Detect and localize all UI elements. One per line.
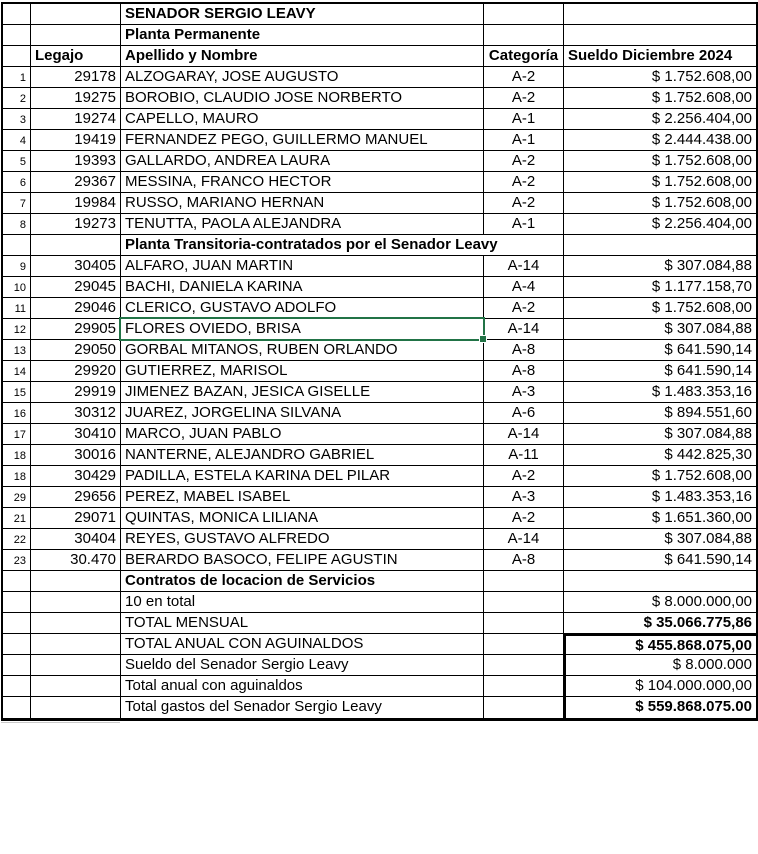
sueldo-cell[interactable]: $ 1.752.608,00 [564, 88, 756, 109]
legajo-cell[interactable] [31, 655, 121, 676]
name-cell[interactable]: BERARDO BASOCO, FELIPE AGUSTIN [121, 550, 484, 571]
table-row [3, 655, 756, 676]
legajo-cell[interactable]: 29919 [31, 382, 121, 403]
table-row [3, 508, 756, 529]
name-cell[interactable]: ALZOGARAY, JOSE AUGUSTO [121, 67, 484, 88]
categoria-cell[interactable]: A-1 [484, 109, 564, 130]
table-row [3, 571, 756, 592]
row-number-cell[interactable]: 15 [3, 382, 31, 403]
legajo-cell[interactable]: 29367 [31, 172, 121, 193]
row-number-cell[interactable]: 13 [3, 340, 31, 361]
row-number-cell[interactable] [3, 634, 31, 655]
row-number-cell[interactable] [3, 4, 31, 25]
summary-label-cell[interactable]: TOTAL ANUAL CON AGUINALDOS [121, 634, 484, 655]
summary-label-cell[interactable]: Total gastos del Senador Sergio Leavy [121, 697, 484, 718]
sueldo-cell[interactable]: $ 1.651.360,00 [564, 508, 756, 529]
table-row [3, 550, 756, 571]
table-row [3, 634, 756, 655]
legajo-cell[interactable]: 30405 [31, 256, 121, 277]
sueldo-cell[interactable]: $ 1.752.608,00 [564, 466, 756, 487]
name-cell[interactable]: FERNANDEZ PEGO, GUILLERMO MANUEL [121, 130, 484, 151]
legajo-cell[interactable]: 19275 [31, 88, 121, 109]
row-number-cell[interactable] [3, 697, 31, 718]
table-row [3, 298, 756, 319]
name-cell[interactable]: JUAREZ, JORGELINA SILVANA [121, 403, 484, 424]
categoria-cell[interactable] [484, 697, 564, 718]
table-row [3, 88, 756, 109]
row-number-cell[interactable]: 2 [3, 88, 31, 109]
categoria-cell[interactable] [484, 592, 564, 613]
legajo-cell[interactable]: 29071 [31, 508, 121, 529]
row-number-cell[interactable]: 4 [3, 130, 31, 151]
row-number-cell[interactable]: 22 [3, 529, 31, 550]
row-number-cell[interactable]: 16 [3, 403, 31, 424]
legajo-cell[interactable] [31, 4, 121, 25]
table-row [3, 235, 756, 256]
summary-amount-cell[interactable]: $ 104.000.000,00 [564, 676, 756, 697]
spreadsheet-table [1, 2, 758, 721]
row-number-cell[interactable]: 23 [3, 550, 31, 571]
row-number-cell[interactable] [3, 676, 31, 697]
table-row [3, 487, 756, 508]
row-number-cell[interactable]: 17 [3, 424, 31, 445]
row-number-cell[interactable]: 18 [3, 445, 31, 466]
legajo-cell[interactable]: 19273 [31, 214, 121, 235]
name-cell[interactable]: REYES, GUSTAVO ALFREDO [121, 529, 484, 550]
table-row [3, 4, 756, 25]
categoria-cell[interactable]: A-2 [484, 466, 564, 487]
legajo-header-cell[interactable]: Legajo [31, 46, 121, 67]
categoria-header-cell[interactable]: Categoría [484, 46, 564, 67]
legajo-cell[interactable]: 29045 [31, 277, 121, 298]
table-row [3, 151, 756, 172]
categoria-cell[interactable]: A-2 [484, 88, 564, 109]
name-cell[interactable]: QUINTAS, MONICA LILIANA [121, 508, 484, 529]
table-row [3, 277, 756, 298]
legajo-cell[interactable]: 19274 [31, 109, 121, 130]
table-row [3, 25, 756, 46]
table-row [3, 130, 756, 151]
sueldo-cell[interactable] [564, 25, 756, 46]
section-label-cell[interactable]: Contratos de locacion de Servicios [121, 571, 484, 592]
row-number-cell[interactable]: 29 [3, 487, 31, 508]
categoria-cell[interactable]: A-2 [484, 508, 564, 529]
name-cell[interactable]: BACHI, DANIELA KARINA [121, 277, 484, 298]
name-cell[interactable]: ALFARO, JUAN MARTIN [121, 256, 484, 277]
legajo-cell[interactable]: 29046 [31, 298, 121, 319]
legajo-cell[interactable] [31, 676, 121, 697]
sueldo-cell[interactable]: $ 1.483.353,16 [564, 382, 756, 403]
summary-amount-cell[interactable]: $ 455.868.075,00 [564, 634, 756, 655]
name-cell[interactable]: MESSINA, FRANCO HECTOR [121, 172, 484, 193]
legajo-cell[interactable]: 30410 [31, 424, 121, 445]
legajo-cell[interactable]: 29050 [31, 340, 121, 361]
name-cell[interactable]: GORBAL MITANOS, RUBEN ORLANDO [121, 340, 484, 361]
table-row [3, 445, 756, 466]
legajo-cell[interactable] [31, 592, 121, 613]
name-cell[interactable]: GUTIERREZ, MARISOL [121, 361, 484, 382]
sueldo-cell[interactable]: $ 1.752.608,00 [564, 172, 756, 193]
row-number-cell[interactable]: 5 [3, 151, 31, 172]
faint-gridline [1, 722, 120, 723]
categoria-cell[interactable]: A-14 [484, 424, 564, 445]
categoria-cell[interactable]: A-4 [484, 277, 564, 298]
categoria-cell[interactable]: A-6 [484, 403, 564, 424]
legajo-cell[interactable] [31, 613, 121, 634]
legajo-cell[interactable] [31, 235, 121, 256]
categoria-cell[interactable]: A-8 [484, 361, 564, 382]
row-number-cell[interactable] [3, 235, 31, 256]
summary-label-cell[interactable]: TOTAL MENSUAL [121, 613, 484, 634]
row-number-cell[interactable]: 11 [3, 298, 31, 319]
legajo-cell[interactable]: 29178 [31, 67, 121, 88]
sueldo-cell[interactable]: $ 307.084,88 [564, 256, 756, 277]
table-row [3, 46, 756, 67]
row-number-cell[interactable] [3, 613, 31, 634]
categoria-cell[interactable]: A-3 [484, 487, 564, 508]
table-row [3, 319, 756, 340]
categoria-cell[interactable]: A-3 [484, 382, 564, 403]
sueldo-cell[interactable]: $ 894.551,60 [564, 403, 756, 424]
legajo-cell[interactable]: 19393 [31, 151, 121, 172]
summary-amount-cell[interactable]: $ 8.000.000,00 [564, 592, 756, 613]
row-number-cell[interactable]: 3 [3, 109, 31, 130]
sheet-title-cell[interactable]: SENADOR SERGIO LEAVY [121, 4, 484, 25]
table-row [3, 172, 756, 193]
summary-label-cell[interactable]: 10 en total [121, 592, 484, 613]
fill-handle[interactable] [479, 335, 487, 343]
categoria-cell[interactable]: A-1 [484, 214, 564, 235]
row-number-cell[interactable]: 10 [3, 277, 31, 298]
legajo-cell[interactable]: 30429 [31, 466, 121, 487]
name-header-cell[interactable]: Apellido y Nombre [121, 46, 484, 67]
table-row [3, 529, 756, 550]
legajo-cell[interactable]: 30312 [31, 403, 121, 424]
sueldo-cell[interactable]: $ 307.084,88 [564, 319, 756, 340]
categoria-cell[interactable] [484, 634, 564, 655]
legajo-cell[interactable]: 19419 [31, 130, 121, 151]
legajo-cell[interactable]: 19984 [31, 193, 121, 214]
name-cell[interactable]: PADILLA, ESTELA KARINA DEL PILAR [121, 466, 484, 487]
table-row [3, 109, 756, 130]
row-number-cell[interactable]: 14 [3, 361, 31, 382]
sueldo-cell[interactable]: $ 307.084,88 [564, 529, 756, 550]
row-number-cell[interactable]: 1 [3, 67, 31, 88]
sueldo-cell[interactable]: $ 2.444.438.00 [564, 130, 756, 151]
categoria-cell[interactable]: A-14 [484, 256, 564, 277]
summary-amount-cell[interactable]: $ 35.066.775,86 [564, 613, 756, 634]
sueldo-cell[interactable]: $ 1.752.608,00 [564, 193, 756, 214]
categoria-cell[interactable]: A-8 [484, 340, 564, 361]
sueldo-cell[interactable]: $ 2.256.404,00 [564, 109, 756, 130]
name-cell[interactable]: RUSSO, MARIANO HERNAN [121, 193, 484, 214]
sueldo-cell[interactable]: $ 1.752.608,00 [564, 67, 756, 88]
categoria-cell[interactable]: A-11 [484, 445, 564, 466]
sueldo-cell[interactable] [564, 571, 756, 592]
sueldo-cell[interactable]: $ 641.590,14 [564, 550, 756, 571]
table-row [3, 382, 756, 403]
legajo-cell[interactable]: 30016 [31, 445, 121, 466]
row-number-cell[interactable]: 21 [3, 508, 31, 529]
sueldo-cell[interactable]: $ 641.590,14 [564, 340, 756, 361]
table-row [3, 676, 756, 697]
table-row [3, 403, 756, 424]
name-cell[interactable]: GALLARDO, ANDREA LAURA [121, 151, 484, 172]
section-label-cell[interactable]: Planta Permanente [121, 25, 484, 46]
row-number-cell[interactable]: 7 [3, 193, 31, 214]
row-number-cell[interactable] [3, 46, 31, 67]
categoria-cell[interactable] [484, 655, 564, 676]
categoria-cell[interactable]: A-14 [484, 529, 564, 550]
categoria-cell[interactable] [484, 571, 564, 592]
summary-amount-cell[interactable]: $ 559.868.075.00 [564, 697, 756, 718]
legajo-cell[interactable]: 30.470 [31, 550, 121, 571]
categoria-cell[interactable]: A-2 [484, 151, 564, 172]
name-cell[interactable]: NANTERNE, ALEJANDRO GABRIEL [121, 445, 484, 466]
row-number-cell[interactable] [3, 25, 31, 46]
sueldo-cell[interactable]: $ 1.752.608,00 [564, 298, 756, 319]
summary-amount-cell[interactable]: $ 8.000.000 [564, 655, 756, 676]
row-number-cell[interactable]: 18 [3, 466, 31, 487]
name-cell[interactable]: PEREZ, MABEL ISABEL [121, 487, 484, 508]
table-row [3, 613, 756, 634]
row-number-cell[interactable]: 12 [3, 319, 31, 340]
table-row [3, 67, 756, 88]
table-row [3, 214, 756, 235]
name-cell[interactable]: TENUTTA, PAOLA ALEJANDRA [121, 214, 484, 235]
categoria-cell[interactable] [484, 676, 564, 697]
sueldo-cell[interactable] [564, 4, 756, 25]
sueldo-cell[interactable]: $ 307.084,88 [564, 424, 756, 445]
sueldo-cell[interactable]: $ 1.752.608,00 [564, 151, 756, 172]
categoria-cell[interactable]: A-14 [484, 319, 564, 340]
sueldo-header-cell[interactable]: Sueldo Diciembre 2024 [564, 46, 756, 67]
sueldo-cell[interactable]: $ 1.483.353,16 [564, 487, 756, 508]
table-row [3, 466, 756, 487]
categoria-cell[interactable]: A-2 [484, 193, 564, 214]
sueldo-cell[interactable]: $ 641.590,14 [564, 361, 756, 382]
name-cell[interactable]: CLERICO, GUSTAVO ADOLFO [121, 298, 484, 319]
categoria-cell[interactable]: A-8 [484, 550, 564, 571]
name-cell[interactable]: BOROBIO, CLAUDIO JOSE NORBERTO [121, 88, 484, 109]
summary-label-cell[interactable]: Sueldo del Senador Sergio Leavy [121, 655, 484, 676]
row-number-cell[interactable]: 8 [3, 214, 31, 235]
legajo-cell[interactable]: 29905 [31, 319, 121, 340]
name-cell[interactable]: JIMENEZ BAZAN, JESICA GISELLE [121, 382, 484, 403]
legajo-cell[interactable] [31, 634, 121, 655]
row-number-cell[interactable]: 6 [3, 172, 31, 193]
categoria-cell[interactable] [484, 4, 564, 25]
table-row [3, 340, 756, 361]
table-row [3, 193, 756, 214]
row-number-cell[interactable] [3, 592, 31, 613]
categoria-cell[interactable]: A-2 [484, 298, 564, 319]
row-number-cell[interactable]: 9 [3, 256, 31, 277]
name-cell[interactable]: CAPELLO, MAURO [121, 109, 484, 130]
table-row [3, 361, 756, 382]
summary-label-cell[interactable]: Total anual con aguinaldos [121, 676, 484, 697]
sueldo-cell[interactable]: $ 442.825,30 [564, 445, 756, 466]
row-number-cell[interactable] [3, 655, 31, 676]
categoria-cell[interactable] [484, 25, 564, 46]
table-row [3, 256, 756, 277]
sueldo-cell[interactable]: $ 1.177.158,70 [564, 277, 756, 298]
table-row [3, 424, 756, 445]
table-row [3, 592, 756, 613]
legajo-cell[interactable] [31, 25, 121, 46]
categoria-cell[interactable]: A-2 [484, 67, 564, 88]
sueldo-cell[interactable]: $ 2.256.404,00 [564, 214, 756, 235]
table-row [3, 697, 756, 718]
categoria-cell[interactable]: A-2 [484, 172, 564, 193]
legajo-cell[interactable]: 29656 [31, 487, 121, 508]
legajo-cell[interactable]: 30404 [31, 529, 121, 550]
legajo-cell[interactable]: 29920 [31, 361, 121, 382]
legajo-cell[interactable] [31, 571, 121, 592]
row-number-cell[interactable] [3, 571, 31, 592]
selected-cell[interactable]: FLORES OVIEDO, BRISA [121, 319, 484, 340]
sueldo-cell[interactable] [564, 235, 756, 256]
section-label-cell[interactable]: Planta Transitoria-contratados por el Senador Leavy [121, 235, 564, 256]
legajo-cell[interactable] [31, 697, 121, 718]
categoria-cell[interactable]: A-1 [484, 130, 564, 151]
name-cell[interactable]: MARCO, JUAN PABLO [121, 424, 484, 445]
categoria-cell[interactable] [484, 613, 564, 634]
